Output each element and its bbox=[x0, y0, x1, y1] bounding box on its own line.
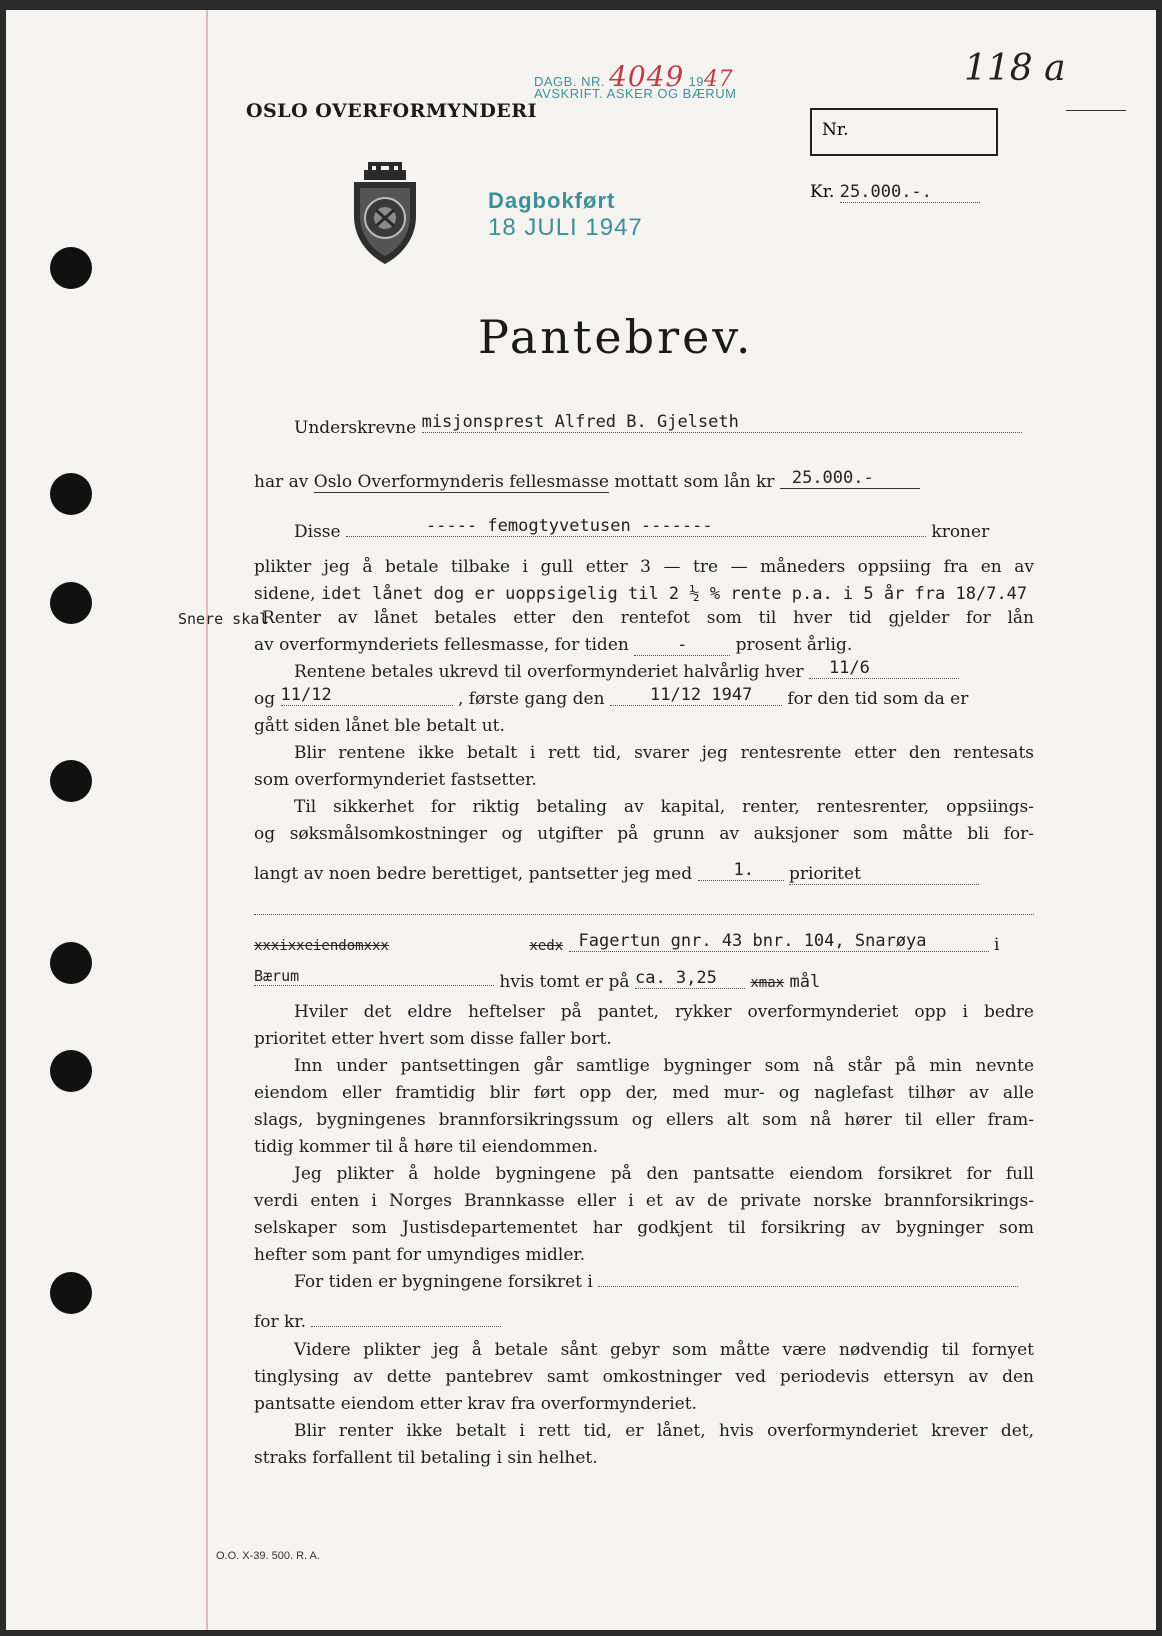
disse-label: Disse bbox=[294, 522, 341, 542]
body-line: gått siden lånet ble betalt ut. bbox=[254, 716, 505, 736]
body-line: prioritet etter hvert som disse faller bort. bbox=[254, 1029, 612, 1049]
blank-field bbox=[598, 1286, 1018, 1287]
underskrevne-line bbox=[294, 412, 1034, 439]
property-line bbox=[254, 931, 1034, 956]
kr-value: 25.000.-. bbox=[840, 182, 980, 203]
disse-value: ----- femogtyvetusen ------- bbox=[346, 516, 926, 537]
dagb-suffix: 47 bbox=[703, 67, 733, 92]
municipality: Bærum bbox=[254, 967, 494, 986]
body-line: Videre plikter jeg å betale sånt gebyr som måtte være nødvendig til fornyet bbox=[294, 1340, 1034, 1360]
dagbokfort-stamp: Dagbokført bbox=[488, 188, 616, 213]
disse-line bbox=[294, 516, 1034, 543]
body-line: eiendom eller framtidig blir ført opp der, med mur- og naglefast tilhør av alle bbox=[254, 1083, 1034, 1103]
body-line bbox=[254, 635, 1034, 656]
margin-note: Snere skal bbox=[178, 610, 269, 628]
punch-hole bbox=[50, 760, 92, 802]
body-line bbox=[254, 860, 1034, 885]
body-line: Renter av lånet betales etter den rentefot som til hver tid gjelder for lån bbox=[262, 608, 1034, 628]
kr-line bbox=[810, 182, 994, 203]
blank-dotted-line bbox=[254, 914, 1034, 915]
text: for kr. bbox=[254, 1312, 307, 1332]
dagb-label: DAGB. NR. bbox=[534, 74, 605, 89]
form-footer: O.O. X-39. 500. R. A. bbox=[216, 1550, 320, 1562]
text: og bbox=[254, 689, 276, 709]
body-line: tidig kommer til å høre til eiendommen. bbox=[254, 1137, 599, 1157]
body-line: Jeg plikter å holde bygningene på den pantsatte eiendom forsikret for full bbox=[294, 1164, 1034, 1184]
loan-suffix: mottatt som lån kr bbox=[608, 472, 775, 492]
body-line: og søksmålsomkostninger og utgifter på grunn av auksjoner som måtte bli for- bbox=[254, 824, 1034, 844]
loan-prefix: har av bbox=[254, 472, 314, 492]
text: av overformynderiets fellesmasse, for tiden bbox=[254, 635, 629, 655]
dagb-year: 19 bbox=[688, 74, 704, 89]
punch-hole bbox=[50, 582, 92, 624]
oslo-seal-emblem bbox=[344, 160, 426, 272]
text: hvis tomt er på bbox=[499, 972, 630, 992]
typed-text: 11/12 1947 bbox=[610, 685, 782, 706]
kr-label: Kr. bbox=[810, 182, 835, 202]
insurance-line bbox=[294, 1272, 1034, 1292]
insurance-amount-line bbox=[254, 1312, 1034, 1332]
loan-amount: 25.000.- bbox=[780, 468, 920, 489]
punch-hole bbox=[50, 247, 92, 289]
nr-box bbox=[810, 108, 998, 156]
loan-line bbox=[254, 468, 1034, 493]
struck-text: xmax bbox=[750, 975, 785, 991]
body-line: hefter som pant for umyndiges midler. bbox=[254, 1245, 586, 1265]
typed-text: - bbox=[634, 635, 730, 656]
punch-hole bbox=[50, 1050, 92, 1092]
plot-unit: mål bbox=[789, 972, 821, 992]
text: Rentene betales ukrevd til overformynderiet halvårlig hver bbox=[294, 662, 804, 682]
body-line bbox=[294, 658, 1034, 683]
nr-label: Nr. bbox=[822, 120, 849, 140]
text: langt av noen bedre berettiget, pantsetter jeg med bbox=[254, 864, 693, 884]
page-title: Pantebrev. bbox=[478, 310, 754, 364]
typed-text: 11/6 bbox=[809, 658, 959, 679]
loan-source: Oslo Overformynderis fellesmasse bbox=[313, 472, 609, 492]
punch-hole bbox=[50, 1272, 92, 1314]
body-line: tinglysing av dette pantebrev samt omkostninger ved periodevis ettersyn av den bbox=[254, 1367, 1034, 1387]
underskrevne-value: misjonsprest Alfred B. Gjelseth bbox=[422, 412, 1022, 433]
underskrevne-label: Underskrevne bbox=[294, 418, 417, 438]
body-line bbox=[254, 685, 1034, 710]
document-page bbox=[6, 10, 1156, 1630]
struck-text: xedx bbox=[529, 938, 564, 954]
property-size-line bbox=[254, 967, 1034, 993]
punch-hole bbox=[50, 473, 92, 515]
text: , første gang den bbox=[457, 689, 605, 709]
text: prosent årlig. bbox=[735, 635, 853, 655]
text: prioritet bbox=[788, 864, 861, 884]
body-line: selskaper som Justisdepartementet har godkjent til forsikring av bygninger som bbox=[254, 1218, 1034, 1238]
body-line: verdi enten i Norges Brannkasse eller i et av de private norske brannforsikrings- bbox=[254, 1191, 1034, 1211]
kroner-label: kroner bbox=[931, 522, 990, 542]
body-line: Hviler det eldre heftelser på pantet, rykker overformynderiet opp i bedre bbox=[294, 1002, 1034, 1022]
margin-rule bbox=[206, 10, 208, 1630]
corner-note: 118 a bbox=[964, 48, 1066, 89]
property-description: Fagertun gnr. 43 bnr. 104, Snarøya bbox=[569, 931, 989, 952]
avskrift-stamp: AVSKRIFT. ASKER OG BÆRUM bbox=[534, 86, 737, 101]
body-line: Blir renter ikke betalt i rett tid, er lånet, hvis overformynderiet krever det, bbox=[294, 1421, 1034, 1441]
body-line: Inn under pantsettingen går samtlige bygninger som nå står på min nevnte bbox=[294, 1056, 1034, 1076]
body-line: som overformynderiet fastsetter. bbox=[254, 770, 537, 790]
struck-text: xxxixxeiendomxxx bbox=[254, 938, 389, 954]
plot-size: ca. 3,25 bbox=[635, 968, 745, 989]
text bbox=[789, 864, 979, 885]
blank-field bbox=[311, 1326, 501, 1327]
text: sidene, bbox=[254, 584, 316, 604]
text: i bbox=[993, 935, 1000, 955]
dagbokfort-date: 18 JULI 1947 bbox=[488, 214, 643, 241]
body-line: slags, bygningenes brannforsikringssum og ellers alt som nå hører til eller fram- bbox=[254, 1110, 1034, 1130]
typed-text: 11/12 bbox=[281, 685, 453, 706]
text: for den tid som da er bbox=[787, 689, 969, 709]
body-line: pantsatte eiendom etter krav fra overformynderiet. bbox=[254, 1394, 697, 1414]
office-name: OSLO OVERFORMYNDERI bbox=[246, 100, 537, 122]
body-line: Til sikkerhet for riktig betaling av kapital, renter, rentesrenter, oppsiings- bbox=[294, 797, 1034, 817]
corner-note-underline bbox=[1066, 110, 1126, 111]
typed-text: idet lånet dog er uoppsigelig til 2 ½ % rente p.a. i 5 år fra 18/7.47 bbox=[320, 584, 1028, 604]
typed-text: 1. bbox=[698, 860, 784, 881]
text: For tiden er bygningene forsikret i bbox=[294, 1272, 593, 1292]
body-line bbox=[254, 584, 1134, 604]
body-line: straks forfallent til betaling i sin helhet. bbox=[254, 1448, 598, 1468]
body-line: plikter jeg å betale tilbake i gull etter 3 — tre — måneders oppsiing fra en av bbox=[254, 557, 1034, 577]
dagb-number: 4049 bbox=[609, 60, 685, 93]
body-line: Blir rentene ikke betalt i rett tid, svarer jeg rentesrente etter den rentesats bbox=[294, 743, 1034, 763]
punch-hole bbox=[50, 942, 92, 984]
